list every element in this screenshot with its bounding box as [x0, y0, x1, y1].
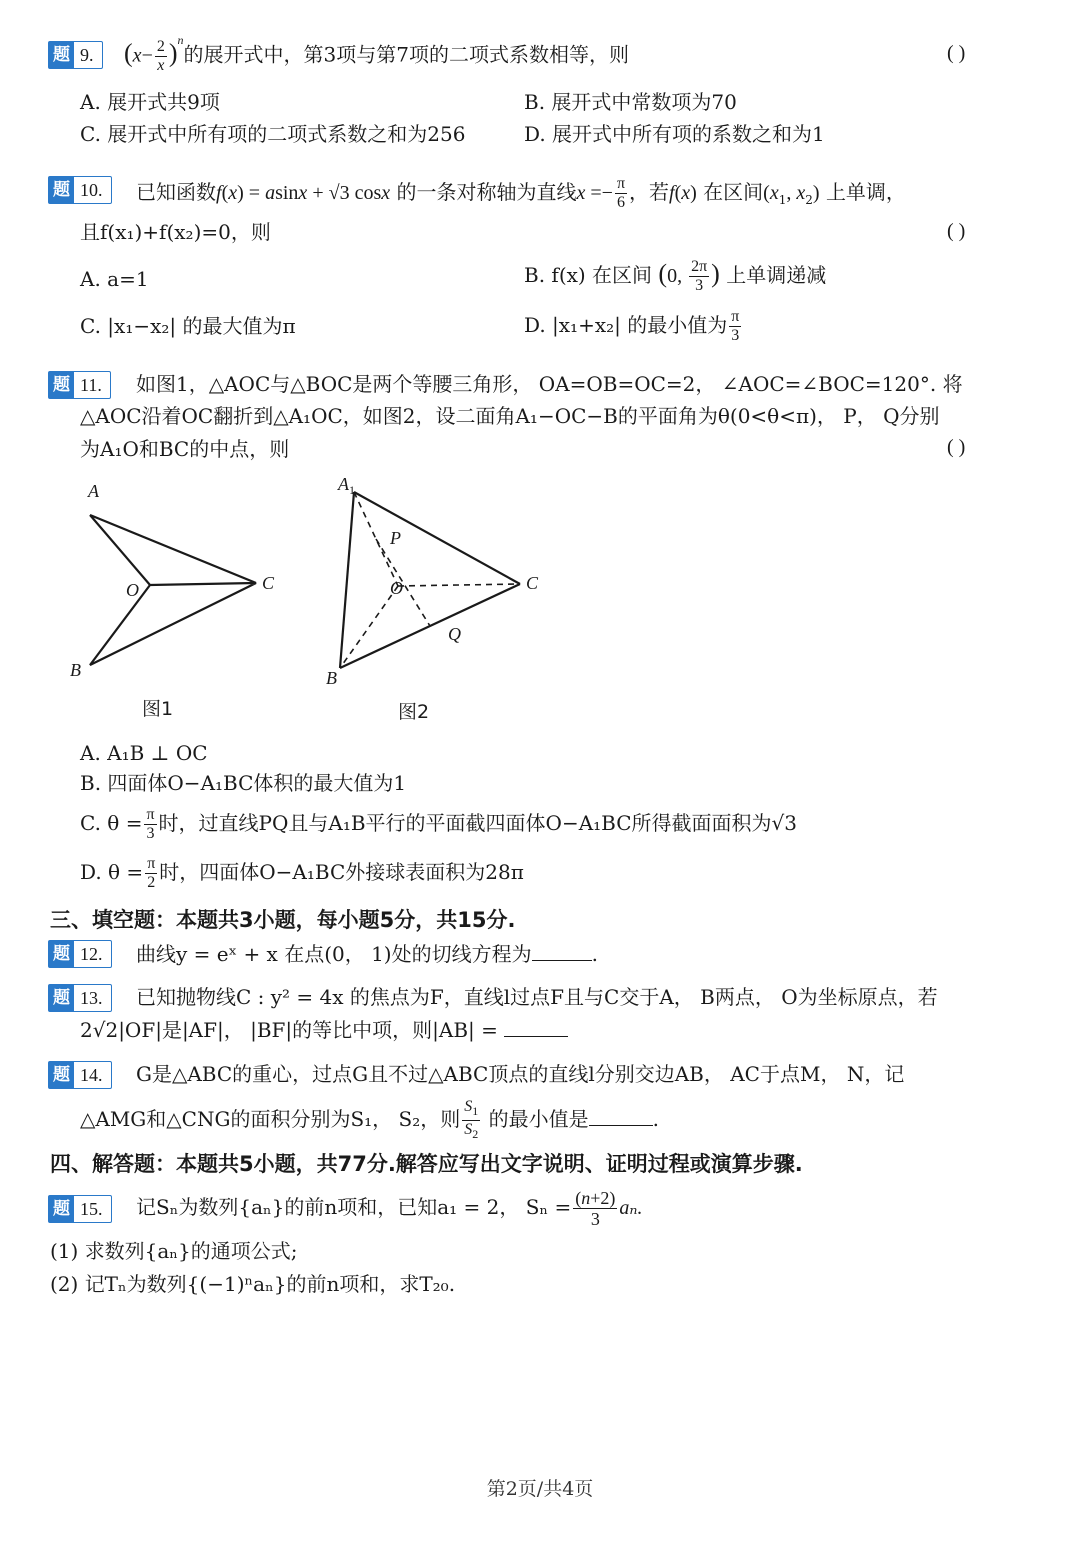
- q14-line2: △AMG和△CNG的面积分别为S₁， S₂，则 $\frac{S_1}{S_2}$ 的最小值是 .: [80, 1098, 659, 1142]
- fig2-label-p: P: [390, 528, 401, 548]
- q15-sub1: (1) 求数列{aₙ}的通项公式;: [50, 1239, 298, 1263]
- badge-tag: 题: [49, 42, 74, 68]
- badge-tag: 题: [49, 985, 74, 1011]
- fig1-label-o: O: [126, 580, 139, 600]
- q9-option-a: A. 展开式共9项: [80, 90, 220, 114]
- fig1-label-b: B: [70, 660, 81, 680]
- question-number: 13.: [80, 987, 103, 1008]
- fig2-edge-a1b: [340, 492, 354, 668]
- fig2-edge-ob: [340, 586, 398, 668]
- answer-paren: ( ): [947, 220, 966, 242]
- section-3-heading: 三、填空题：本题共3小题，每小题5分，共15分.: [50, 908, 516, 932]
- q15-sub2: (2) 记Tₙ为数列{(−1)ⁿaₙ}的前n项和，求T₂₀.: [50, 1272, 456, 1296]
- q10-option-b: B. f(x) 在区间 (0, $\frac{2\pi}{3}$ ) 上单调递减: [524, 258, 827, 294]
- fig2-label-a1: $A_1$: [338, 474, 355, 497]
- figure-1: [60, 475, 300, 695]
- fig1-label-c: C: [262, 573, 275, 593]
- q9-option-b: B. 展开式中常数项为70: [524, 90, 737, 114]
- fig1-edge-ac: [90, 515, 256, 583]
- question-badge-13: [48, 984, 112, 1012]
- q11-option-b: B. 四面体O−A₁BC体积的最大值为1: [80, 771, 407, 795]
- badge-tag: 题: [49, 1062, 74, 1088]
- question-number: 14.: [80, 1064, 103, 1085]
- q13-line2: 2√2|OF|是|AF|， |BF|的等比中项，则|AB| =: [80, 1016, 568, 1044]
- question-number: 12.: [80, 943, 103, 964]
- q10-option-d: D. |x₁+x₂| 的最小值为 $\frac{\pi}{3}$: [524, 308, 740, 344]
- q9-option-d: D. 展开式中所有项的系数之和为1: [524, 122, 825, 146]
- q14-line1: G是△ABC的重心，过点G且不过△ABC顶点的直线l分别交边AB， AC于点M， N，记: [136, 1062, 905, 1086]
- q10-option-a: A. a=1: [80, 267, 149, 291]
- q11-line3: 为A₁O和BC的中点，则: [80, 437, 290, 461]
- question-badge-10: [48, 176, 112, 204]
- question-number: 11.: [80, 374, 102, 395]
- q12-text: 曲线y = eˣ + x 在点(0， 1)处的切线方程为 .: [136, 942, 598, 966]
- answer-blank[interactable]: [532, 940, 592, 961]
- question-number: 9.: [80, 44, 94, 65]
- answer-blank[interactable]: [589, 1105, 653, 1126]
- section-4-heading: 四、解答题：本题共5小题，共77分.解答应写出文字说明、证明过程或演算步骤.: [50, 1152, 803, 1176]
- question-badge-14: [48, 1061, 112, 1089]
- figure-2: [318, 470, 558, 700]
- q10-line2: 且f(x₁)+f(x₂)=0，则: [80, 220, 271, 244]
- q11-option-d: D. θ = $\frac{\pi}{2}$ 时，四面体O−A₁BC外接球表面积为28π: [80, 855, 524, 891]
- q10-stem: 已知函数f(x) = asinx + √3 cosx 的一条对称轴为直线x =− $\frac{\pi}{6}$ ，若f(x) 在区间($x_1$, $x_2$) 上单调，: [136, 175, 906, 211]
- badge-tag: 题: [49, 177, 74, 203]
- badge-tag: 题: [49, 941, 74, 967]
- q11-line1: 如图1，△AOC与△BOC是两个等腰三角形， OA=OB=OC=2， ∠AOC=∠BOC=120°. 将: [136, 372, 963, 396]
- figure-2-caption: 图2: [398, 701, 430, 723]
- fig2-label-b: B: [326, 668, 337, 688]
- question-badge-12: [48, 940, 112, 968]
- question-badge-9: [48, 41, 103, 69]
- q11-line2: △AOC沿着OC翻折到△A₁OC，如图2，设二面角A₁−OC−B的平面角为θ(0<θ<π)， P， Q分别: [80, 404, 940, 428]
- answer-paren: ( ): [947, 436, 966, 458]
- question-number: 15.: [80, 1198, 103, 1219]
- fig1-label-a: A: [88, 481, 99, 501]
- fraction: $\frac{2}{x}$: [156, 37, 165, 74]
- fig2-edge-a1c: [354, 492, 520, 584]
- fig2-segment-pq: [376, 539, 430, 626]
- q9-text: 的展开式中，第3项与第7项的二项式系数相等，则: [183, 42, 629, 67]
- fig2-label-c: C: [526, 573, 539, 593]
- question-badge-11: [48, 371, 111, 399]
- q9-option-c: C. 展开式中所有项的二项式系数之和为256: [80, 122, 466, 146]
- question-number: 10.: [80, 179, 103, 200]
- fig2-label-o: O: [390, 578, 403, 598]
- q11-option-a: A. A₁B ⊥ OC: [80, 741, 208, 765]
- q13-line1: 已知抛物线C : y² = 4x 的焦点为F，直线l过点F且与C交于A， B两点， O为坐标原点，若: [136, 985, 938, 1009]
- fig1-shape: [90, 515, 256, 665]
- question-badge-15: [48, 1195, 112, 1223]
- q11-option-c: C. θ = $\frac{\pi}{3}$ 时，过直线PQ且与A₁B平行的平面截四面体O−A₁BC所得截面面积为√3: [80, 806, 798, 842]
- q9-stem: (x− $\frac{2}{x}$ )$^n$的展开式中，第3项与第7项的二项式系数相等，则: [124, 33, 629, 74]
- badge-tag: 题: [49, 372, 74, 398]
- q10-option-c: C. |x₁−x₂| 的最大值为π: [80, 314, 296, 338]
- answer-blank[interactable]: [504, 1016, 568, 1037]
- fig2-label-q: Q: [448, 624, 461, 644]
- q15-line1: 记Sₙ为数列{aₙ}的前n项和，已知a₁ = 2， Sₙ = $\frac{(n+2)}{3}$ aₙ.: [136, 1188, 643, 1229]
- badge-tag: 题: [49, 1196, 74, 1222]
- page-footer: 第2页/共4页: [486, 1478, 594, 1500]
- answer-paren: ( ): [947, 42, 966, 64]
- fig2-edge-oc: [398, 584, 520, 586]
- figure-1-caption: 图1: [142, 698, 174, 720]
